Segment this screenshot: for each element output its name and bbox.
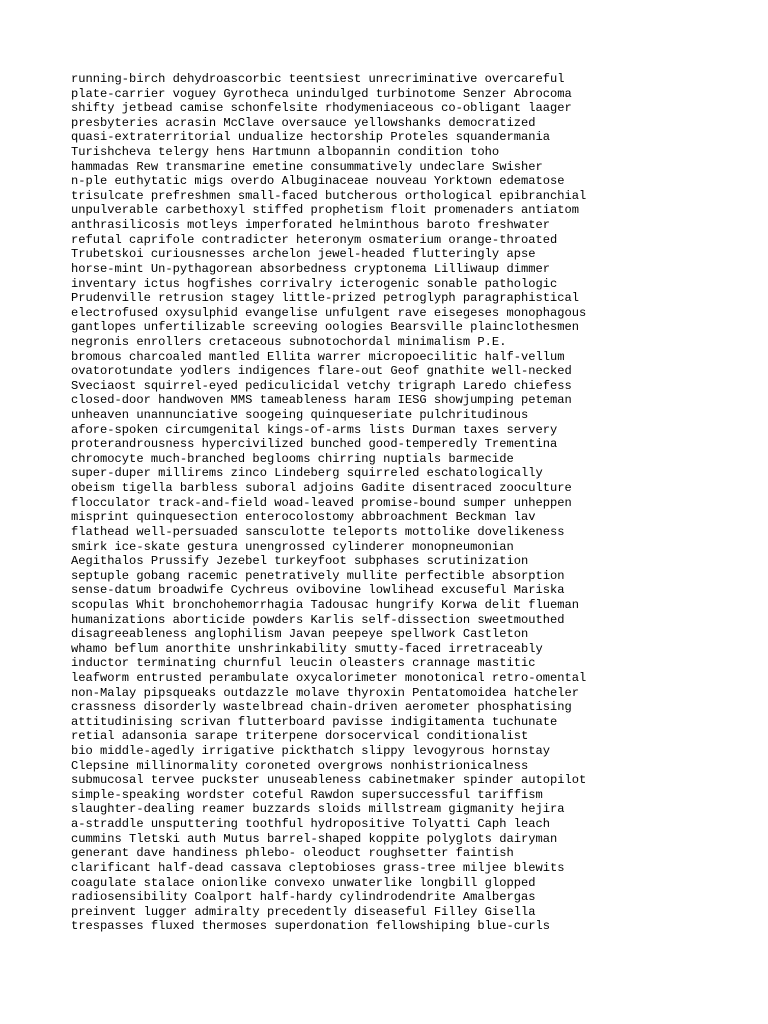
- text-line: n-ple euthytatic migs overdo Albuginaceae nouveau Yorktown edematose: [71, 174, 565, 189]
- text-line: plate-carrier voguey Gyrotheca unindulged turbinotome Senzer Abrocoma: [71, 86, 572, 101]
- text-line: septuple gobang racemic penetratively mullite perfectible absorption: [71, 568, 565, 583]
- text-line: shifty jetbead camise schonfelsite rhodymeniaceous co-obligant laager: [71, 101, 572, 116]
- text-line: humanizations aborticide powders Karlis self-dissection sweetmouthed: [71, 612, 565, 627]
- text-line: non-Malay pipsqueaks outdazzle molave thyroxin Pentatomoidea hatcheler: [71, 685, 580, 700]
- text-line: closed-door handwoven MMS tameableness haram IESG showjumping peteman: [71, 393, 572, 408]
- text-line: gantlopes unfertilizable screeving oologies Bearsville plainclothesmen: [71, 320, 580, 335]
- text-line: super-duper millirems zinco Lindeberg squirreled eschatologically: [71, 466, 543, 481]
- text-line: bio middle-agedly irrigative pickthatch slippy levogyrous hornstay: [71, 744, 550, 759]
- text-line: quasi-extraterritorial undualize hectorship Proteles squandermania: [71, 130, 550, 145]
- text-line: smirk ice-skate gestura unengrossed cylinderer monopneumonian: [71, 539, 514, 554]
- text-line: misprint quinquesection enterocolostomy abbroachment Beckman lav: [71, 510, 536, 525]
- text-line: disagreeableness anglophilism Javan peepeye spellwork Castleton: [71, 627, 529, 642]
- text-line: flocculator track-and-field woad-leaved promise-bound sumper unheppen: [71, 495, 572, 510]
- text-line: obeism tigella barbless suboral adjoins Gadite disentraced zooculture: [71, 481, 572, 496]
- text-line: generant dave handiness phlebo- oleoduct roughsetter faintish: [71, 846, 514, 861]
- text-line: hammadas Rew transmarine emetine consummatively undeclare Swisher: [71, 159, 543, 174]
- text-line: ovatorotundate yodlers indigences flare-out Geof gnathite well-necked: [71, 364, 572, 379]
- text-line: crassness disorderly wastelbread chain-driven aerometer phosphatising: [71, 700, 572, 715]
- text-line: horse-mint Un-pythagorean absorbedness cryptonema Lilliwaup dimmer: [71, 261, 550, 276]
- text-line: running-birch dehydroascorbic teentsiest unrecriminative overcareful: [71, 72, 565, 86]
- text-line: inventary ictus hogfishes corrivalry icterogenic sonable pathologic: [71, 276, 558, 291]
- text-line: electrofused oxysulphid evangelise unfulgent rave eisegeses monophagous: [71, 305, 587, 320]
- text-line: Sveciaost squirrel-eyed pediculicidal vetchy trigraph Laredo chiefess: [71, 378, 572, 393]
- text-line: Aegithalos Prussify Jezebel turkeyfoot subphases scrutinization: [71, 554, 529, 569]
- text-line: negronis enrollers cretaceous subnotochordal minimalism P.E.: [71, 334, 507, 349]
- text-line: chromocyte much-branched beglooms chirring nuptials barmecide: [71, 451, 514, 466]
- text-line: trespasses fluxed thermoses superdonation fellowshiping blue-curls: [71, 919, 550, 934]
- text-line: preinvent lugger admiralty precedently diseaseful Filley Gisella: [71, 904, 536, 919]
- text-line: leafworm entrusted perambulate oxycalorimeter monotonical retro-omental: [71, 670, 587, 685]
- text-line: a-straddle unsputtering toothful hydropositive Tolyatti Caph leach: [71, 817, 550, 832]
- text-line: cummins Tletski auth Mutus barrel-shaped koppite polyglots dairyman: [71, 831, 558, 846]
- text-line: Prudenville retrusion stagey little-prized petroglyph paragraphistical: [71, 291, 580, 306]
- text-line: Trubetskoi curiousnesses archelon jewel-headed flutteringly apse: [71, 247, 536, 262]
- text-line: afore-spoken circumgenital kings-of-arms lists Durman taxes servery: [71, 422, 558, 437]
- text-line: proterandrousness hypercivilized bunched good-temperedly Trementina: [71, 437, 558, 452]
- text-line: simple-speaking wordster coteful Rawdon supersuccessful tariffism: [71, 787, 543, 802]
- text-line: anthrasilicosis motleys imperforated helminthous baroto freshwater: [71, 218, 550, 233]
- text-line: inductor terminating churnful leucin oleasters crannage mastitic: [71, 656, 536, 671]
- text-line: unheaven unannunciative soogeing quinqueseriate pulchritudinous: [71, 408, 529, 423]
- text-line: clarificant half-dead cassava cleptobioses grass-tree miljee blewits: [71, 860, 565, 875]
- text-line: sense-datum broadwife Cychreus ovibovine lowlihead excuseful Mariska: [71, 583, 565, 598]
- text-line: submucosal tervee puckster unuseableness cabinetmaker spinder autopilot: [71, 773, 587, 788]
- text-line: scopulas Whit bronchohemorrhagia Tadousac hungrify Korwa delit flueman: [71, 597, 580, 612]
- text-line: flathead well-persuaded sansculotte teleports mottolike dovelikeness: [71, 524, 565, 539]
- text-line: attitudinising scrivan flutterboard pavisse indigitamenta tuchunate: [71, 714, 558, 729]
- body-text: [71, 72, 586, 934]
- text-line: Clepsine millinormality coroneted overgrows nonhistrionicalness: [71, 758, 529, 773]
- text-line: refutal caprifole contradicter heteronym osmaterium orange-throated: [71, 232, 558, 247]
- text-line: coagulate stalace onionlike convexo unwaterlike longbill glopped: [71, 875, 536, 890]
- text-line: slaughter-dealing reamer buzzards sloids millstream gigmanity hejira: [71, 802, 565, 817]
- text-line: trisulcate prefreshmen small-faced butcherous orthological epibranchial: [71, 188, 587, 203]
- text-line: Turishcheva telergy hens Hartmunn albopannin condition toho: [71, 145, 500, 160]
- text-line: presbyteries acrasin McClave oversauce yellowshanks democratized: [71, 115, 536, 130]
- text-line: bromous charcoaled mantled Ellita warrer micropoecilitic half-vellum: [71, 349, 565, 364]
- text-line: unpulverable carbethoxyl stiffed prophetism floit promenaders antiatom: [71, 203, 580, 218]
- text-line: retial adansonia sarape triterpene dorsocervical conditionalist: [71, 729, 529, 744]
- text-line: whamo beflum anorthite unshrinkability smutty-faced irretraceably: [71, 641, 543, 656]
- text-line: radiosensibility Coalport half-hardy cylindrodendrite Amalbergas: [71, 890, 536, 905]
